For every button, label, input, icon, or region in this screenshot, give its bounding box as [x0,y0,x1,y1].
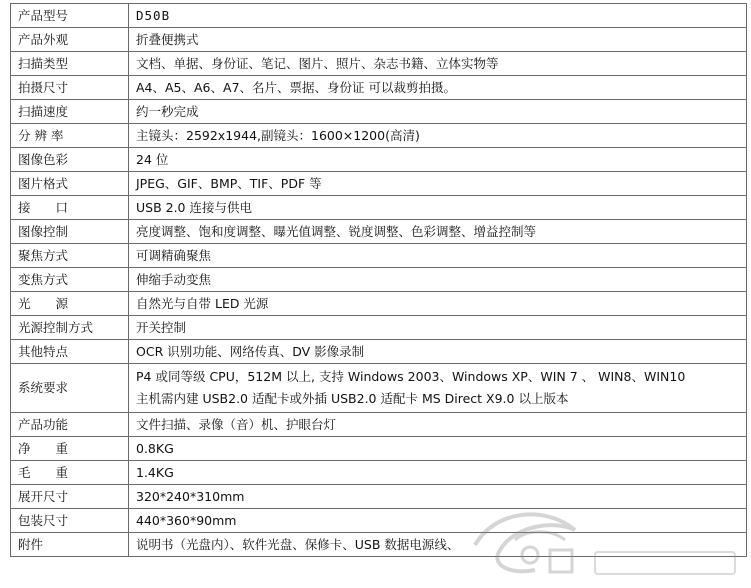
row-value-cell [129,244,747,268]
row-value: 0.8KG [136,440,174,456]
row-value-cell [129,413,747,437]
table-row [11,148,747,172]
row-label: 图像色彩 [11,148,129,172]
table-row [11,268,747,292]
row-label: 光源控制方式 [11,316,129,340]
row-label: 毛 重 [11,461,129,485]
row-label: 产品功能 [11,413,129,437]
table-row [11,413,747,437]
row-value: 折叠便携式 [136,31,199,47]
row-value-cell [129,4,747,28]
table-row [11,244,747,268]
row-value-cell [129,437,747,461]
row-value: 主机需内建 USB2.0 适配卡或外插 USB2.0 适配卡 MS Direct X9.0 以上版本 [136,391,569,406]
table-row [11,76,747,100]
row-label: 系统要求 [11,364,129,413]
row-label: 接 口 [11,196,129,220]
row-label: 扫描类型 [11,52,129,76]
row-label: 净 重 [11,437,129,461]
row-value-cell [129,292,747,316]
row-value: 主镜头：2592x1944,副镜头：1600×1200(高清) [136,127,420,143]
row-value-cell [129,340,747,364]
row-label: 拍摄尺寸 [11,76,129,100]
row-value-cell [129,316,747,340]
row-value: A4、A5、A6、A7、名片、票据、身份证 可以裁剪拍摄。 [136,79,456,95]
row-label: 变焦方式 [11,268,129,292]
row-value-cell [129,196,747,220]
row-value: 伸缩手动变焦 [136,271,212,287]
table-row [11,124,747,148]
table-row [11,437,747,461]
row-label: 图片格式 [11,172,129,196]
row-value: 亮度调整、饱和度调整、曝光值调整、锐度调整、色彩调整、增益控制等 [136,223,537,239]
row-value: P4 或同等级 CPU，512M 以上, 支持 Windows 2003、Windows XP、WIN 7 、 WIN8、WIN10 [136,369,686,384]
row-value: 开关控制 [136,319,187,335]
row-value-cell [129,100,747,124]
row-value: USB 2.0 连接与供电 [136,199,252,215]
table-row [11,28,747,52]
row-value: 约一秒完成 [136,103,199,119]
row-value: JPEG、GIF、BMP、TIF、PDF 等 [136,175,322,191]
spec-table [10,3,747,557]
table-row [11,100,747,124]
row-label: 附件 [11,533,129,557]
row-label: 产品外观 [11,28,129,52]
table-row [11,172,747,196]
row-label: 扫描速度 [11,100,129,124]
row-label: 展开尺寸 [11,485,129,509]
row-label: 聚焦方式 [11,244,129,268]
row-label: 分 辨 率 [11,124,129,148]
table-row [11,485,747,509]
row-value-cell [129,124,747,148]
table-row [11,461,747,485]
row-label: 图像控制 [11,220,129,244]
table-row [11,533,747,557]
row-value: 文件扫描、录像（音）机、护眼台灯 [136,416,337,432]
row-value: 320*240*310mm [136,488,245,504]
table-row [11,340,747,364]
row-value: 自然光与自带 LED 光源 [136,295,269,311]
row-value-cell [129,52,747,76]
table-row [11,220,747,244]
row-label: 产品型号 [11,4,129,28]
table-row [11,364,747,413]
row-value: 440*360*90mm [136,512,237,528]
row-value: 24 位 [136,151,169,167]
row-value-cell [129,485,747,509]
row-value-cell [129,509,747,533]
table-row [11,509,747,533]
row-value-cell [129,220,747,244]
row-value: 可调精确聚焦 [136,247,212,263]
row-value-cell [129,533,747,557]
row-value: 说明书（光盘内）、软件光盘、保修卡、USB 数据电源线、 [136,536,460,552]
row-value: 1.4KG [136,464,174,480]
row-value-cell [129,148,747,172]
row-value-cell [129,364,747,413]
row-value: OCR 识别功能、网络传真、DV 影像录制 [136,343,365,359]
row-value-cell [129,28,747,52]
spec-table-body [11,4,747,557]
row-label: 包装尺寸 [11,509,129,533]
table-row [11,4,747,28]
row-value: D50B [136,7,171,23]
row-value-cell [129,461,747,485]
table-row [11,196,747,220]
row-value: 文档、单据、身份证、笔记、图片、照片、杂志书籍、立体实物等 [136,55,499,71]
row-label: 光 源 [11,292,129,316]
row-value-cell [129,172,747,196]
table-row [11,52,747,76]
row-value-cell [129,76,747,100]
table-row [11,292,747,316]
table-row [11,316,747,340]
row-value-cell [129,268,747,292]
row-label: 其他特点 [11,340,129,364]
